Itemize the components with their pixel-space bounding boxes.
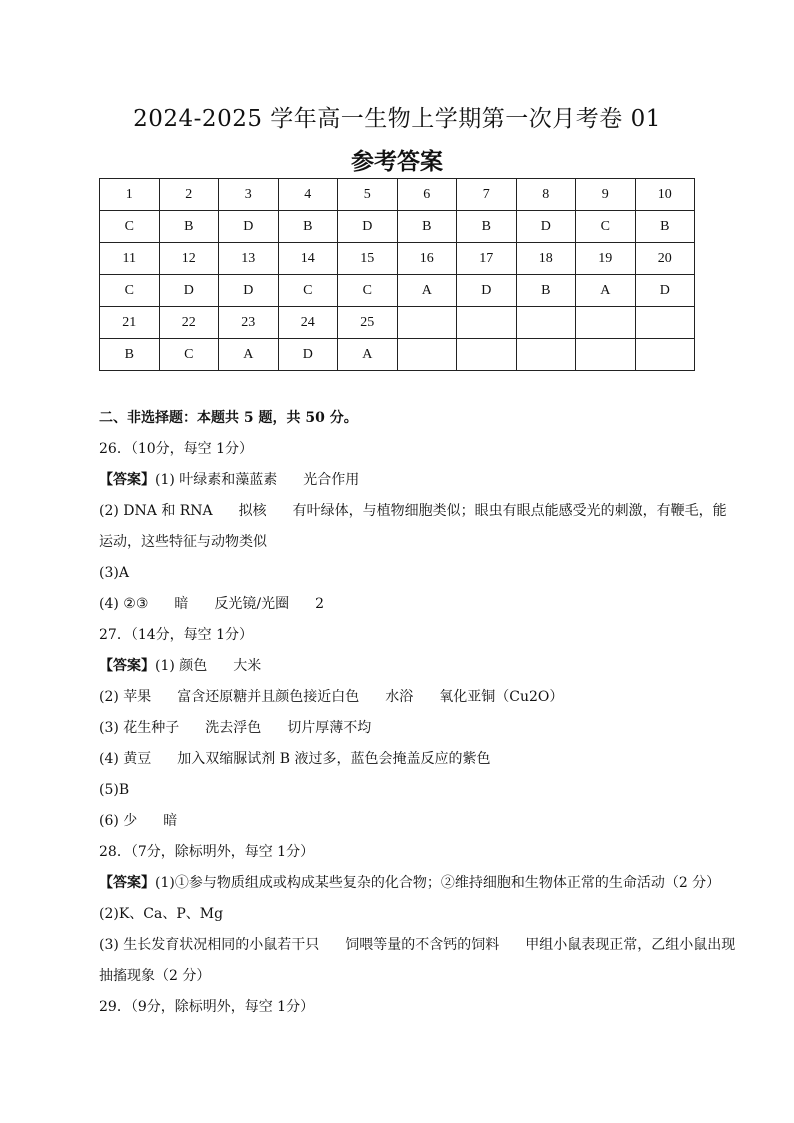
question-number-cell: 17 [457, 243, 517, 275]
question-number-cell: 9 [576, 179, 636, 211]
answer-cell [516, 339, 576, 371]
question-number-cell: 4 [278, 179, 338, 211]
answer-text: 大米 [233, 658, 262, 674]
answer-tag: 【答案】 [99, 658, 155, 674]
answer-cell: A [397, 275, 457, 307]
answer-text: 暗 [163, 813, 178, 829]
q28-heading: 28．（7分，除标明外，每空 1分） [99, 844, 315, 860]
answer-cell: D [278, 339, 338, 371]
answer-cell: D [159, 275, 219, 307]
question-number-cell: 21 [100, 307, 160, 339]
question-number-cell: 20 [635, 243, 695, 275]
q27-answer-2 [99, 682, 739, 713]
answer-cell: B [278, 211, 338, 243]
q26-heading: 26．（10分，每空 1分） [99, 441, 253, 457]
answer-text: 拟核 [238, 503, 267, 519]
answer-tag: 【答案】 [99, 875, 155, 891]
question-number-row [100, 307, 695, 339]
question-number-cell: 19 [576, 243, 636, 275]
q27-heading: 27．（14分，每空 1分） [99, 627, 253, 643]
answer-cell [457, 339, 517, 371]
answer-cell: D [516, 211, 576, 243]
answer-cell: D [219, 211, 279, 243]
question-number-cell: 13 [219, 243, 279, 275]
answer-cell: C [278, 275, 338, 307]
question-number-cell: 1 [100, 179, 160, 211]
answer-cell: B [516, 275, 576, 307]
answer-text: 反光镜/光圈 [214, 596, 290, 612]
answer-text: 切片厚薄不均 [287, 720, 372, 736]
answer-text: 暗 [174, 596, 189, 612]
answer-text: (3) 花生种子 [99, 720, 180, 736]
answer-text: (2) DNA 和 RNA [99, 503, 213, 519]
question-number-cell: 14 [278, 243, 338, 275]
answer-cell: C [338, 275, 398, 307]
answer-text: (1) 叶绿素和藻蓝素 [155, 472, 278, 488]
page-subtitle: 参考答案 [351, 148, 443, 175]
answer-text: 富含还原糖并且颜色接近白色 [177, 689, 360, 705]
answer-cell: B [159, 211, 219, 243]
answer-text: 2 [315, 596, 325, 612]
q26-answer-3: (3)A [99, 565, 129, 581]
answer-cell: B [457, 211, 517, 243]
answer-cell: A [576, 275, 636, 307]
answer-text: 饲喂等量的不含钙的饲料 [345, 937, 500, 953]
question-number-cell: 15 [338, 243, 398, 275]
answer-cell: C [576, 211, 636, 243]
q28-answer-3 [99, 930, 739, 992]
question-number-cell: 12 [159, 243, 219, 275]
answer-cell: A [219, 339, 279, 371]
answer-cell: D [219, 275, 279, 307]
question-number-cell: 16 [397, 243, 457, 275]
answer-cell [576, 339, 636, 371]
answer-text: 光合作用 [303, 472, 360, 488]
question-number-cell: 7 [457, 179, 517, 211]
question-number-cell: 23 [219, 307, 279, 339]
question-number-row [100, 179, 695, 211]
question-number-cell: 18 [516, 243, 576, 275]
answer-cell: C [159, 339, 219, 371]
answer-text: 洗去浮色 [205, 720, 262, 736]
answer-text: (3) 生长发育状况相同的小鼠若干只 [99, 937, 320, 953]
page-title: 2024-2025 学年高一生物上学期第一次月考卷 01 [133, 106, 661, 132]
answer-cell: B [100, 339, 160, 371]
answer-cell: D [635, 275, 695, 307]
question-number-cell: 5 [338, 179, 398, 211]
q27-answer-1 [99, 651, 739, 682]
question-number-cell: 6 [397, 179, 457, 211]
answer-cell [397, 339, 457, 371]
answer-cell: D [338, 211, 398, 243]
answer-cell: D [457, 275, 517, 307]
answer-text: 氧化亚铜（Cu2O） [439, 689, 564, 705]
question-number-row [100, 243, 695, 275]
answer-table [99, 178, 695, 371]
q28-answer-1 [99, 868, 739, 899]
answer-text: (4) ②③ [99, 596, 149, 612]
answer-text: 加入双缩脲试剂 B 液过多，蓝色会掩盖反应的紫色 [177, 751, 491, 767]
answer-text: 甲组小鼠表现正常，乙组小鼠出现抽搐现象（2 分） [99, 937, 736, 984]
answer-text: (2) 苹果 [99, 689, 152, 705]
answer-text: (1) 颜色 [155, 658, 208, 674]
answer-row [100, 211, 695, 243]
answer-row [100, 275, 695, 307]
section-heading: 二、非选择题：本题共 5 题，共 50 分。 [99, 410, 358, 426]
section-2 [99, 403, 739, 1023]
answer-cell: C [100, 211, 160, 243]
q28-answer-2: (2)K、Ca、P、Mg [99, 906, 224, 922]
answer-text: (4) 黄豆 [99, 751, 152, 767]
answer-cell: B [397, 211, 457, 243]
answer-cell: C [100, 275, 160, 307]
q26-answer-1 [99, 465, 739, 496]
question-number-cell [516, 307, 576, 339]
question-number-cell [576, 307, 636, 339]
answer-text: (6) 少 [99, 813, 138, 829]
answer-text: 水浴 [385, 689, 414, 705]
question-number-cell: 11 [100, 243, 160, 275]
q26-answer-4 [99, 589, 739, 620]
q27-answer-3 [99, 713, 739, 744]
answer-text: (1)①参与物质组成或构成某些复杂的化合物；②维持细胞和生物体正常的生命活动（2 分） [155, 875, 721, 891]
question-number-cell: 25 [338, 307, 398, 339]
question-number-cell: 3 [219, 179, 279, 211]
question-number-cell: 8 [516, 179, 576, 211]
q27-answer-4 [99, 744, 739, 775]
question-number-cell [457, 307, 517, 339]
answer-tag: 【答案】 [99, 472, 155, 488]
q27-answer-5: (5)B [99, 782, 130, 798]
q27-answer-6 [99, 806, 739, 837]
answer-cell: B [635, 211, 695, 243]
answer-cell: A [338, 339, 398, 371]
question-number-cell: 22 [159, 307, 219, 339]
q26-answer-2 [99, 496, 739, 558]
q29-heading: 29．（9分，除标明外，每空 1分） [99, 999, 315, 1015]
question-number-cell: 24 [278, 307, 338, 339]
question-number-cell: 2 [159, 179, 219, 211]
answer-text: 有叶绿体，与植物细胞类似；眼虫有眼点能感受光的刺激，有鞭毛，能运动，这些特征与动物类似 [99, 503, 727, 550]
question-number-cell: 10 [635, 179, 695, 211]
answer-cell [635, 339, 695, 371]
answer-row [100, 339, 695, 371]
question-number-cell [397, 307, 457, 339]
question-number-cell [635, 307, 695, 339]
